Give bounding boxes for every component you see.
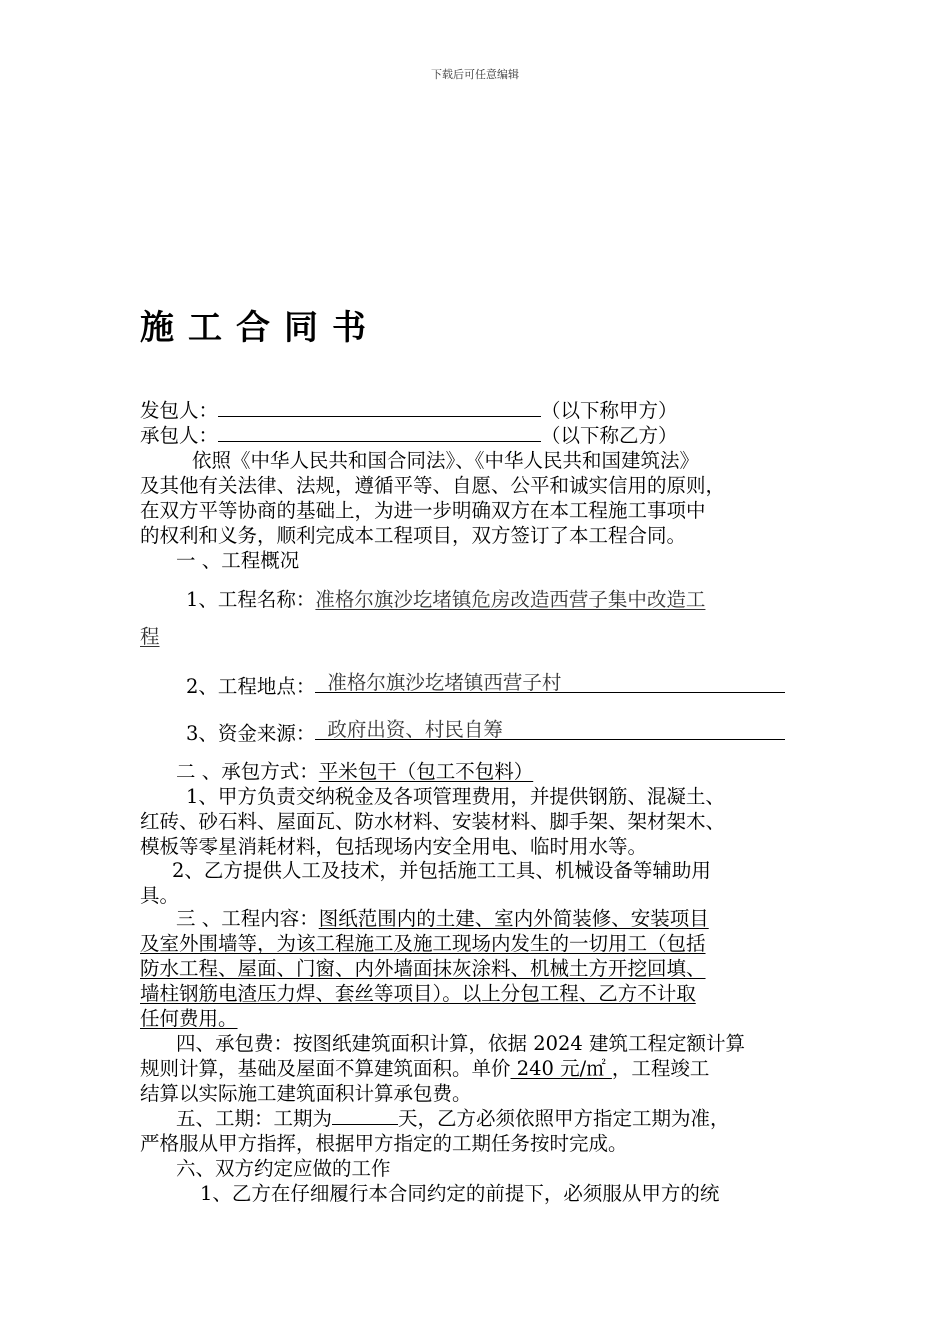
employer-suffix: （以下称甲方） xyxy=(541,399,678,422)
project-name-value: 准格尔旗沙圪堵镇危房改造西营子集中改造工 xyxy=(315,588,706,611)
funding-value: 政府出资、村民自筹 xyxy=(327,718,503,741)
section2-line-1: 1、甲方负责交纳税金及各项管理费用，并提供钢筋、混凝土、 xyxy=(186,785,725,808)
project-location-line xyxy=(186,671,785,699)
section2-line-5: 具。 xyxy=(140,884,180,907)
section2-heading: 二 、承包方式： xyxy=(176,760,319,783)
project-name-label: 1、工程名称： xyxy=(186,588,316,611)
funding-line xyxy=(186,718,785,746)
section6-heading: 六、双方约定应做的工作 xyxy=(176,1157,391,1180)
section5-line-2: 严格服从甲方指挥，根据甲方指定的工期任务按时完成。 xyxy=(140,1132,628,1155)
contractor-blank[interactable] xyxy=(218,423,541,442)
intro-line-3: 在双方平等协商的基础上，为进一步明确双方在本工程施工事项中 xyxy=(140,499,706,522)
project-location-field xyxy=(315,671,785,694)
section2-line-3: 模板等零星消耗材料，包括现场内安全用电、临时用水等。 xyxy=(140,835,648,858)
duration-days-blank[interactable] xyxy=(332,1106,398,1125)
section2-heading-line xyxy=(176,759,533,784)
section1-heading: 一 、工程概况 xyxy=(176,549,300,572)
contractor-label: 承包人： xyxy=(140,424,219,447)
section2-line-4: 2、乙方提供人工及技术，并包括施工工具、机械设备等辅助用 xyxy=(172,859,711,882)
project-location-label: 2、工程地点： xyxy=(186,675,316,698)
contractor-line xyxy=(140,423,678,448)
unit-price: 240 元/㎡ xyxy=(510,1057,612,1080)
project-name-cont: 程 xyxy=(140,625,160,648)
section3-line-3: 防水工程、屋面、门窗、内外墙面抹灰涂料、机械土方开挖回填、 xyxy=(140,957,706,980)
section3-heading: 三 、工程内容： xyxy=(176,907,319,930)
section3-line-1 xyxy=(176,906,709,931)
section3-text-1: 图纸范围内的土建、室内外简装修、安装项目 xyxy=(318,907,709,930)
project-name-line xyxy=(186,587,705,612)
employer-blank[interactable] xyxy=(218,398,541,417)
intro-line-1: 依照《中华人民共和国合同法》、《中华人民共和国建筑法》 xyxy=(192,449,700,472)
section5-line-1: 五、工期：工期为 天，乙方必须依照甲方指定工期为准， xyxy=(176,1107,730,1130)
funding-label: 3、资金来源： xyxy=(186,722,316,745)
intro-line-2: 及其他有关法律、法规，遵循平等、自愿、公平和诚实信用的原则， xyxy=(140,474,726,497)
section4-line-1: 四、承包费：按图纸建筑面积计算，依据 2024 建筑工程定额计算 xyxy=(176,1032,746,1055)
intro-line-4: 的权利和义务，顺利完成本工程项目，双方签订了本工程合同。 xyxy=(140,524,687,547)
funding-field xyxy=(315,718,785,741)
section3-line-5: 任何费用。 xyxy=(140,1007,238,1030)
project-location-value: 准格尔旗沙圪堵镇西营子村 xyxy=(327,671,562,694)
section4-line-2: 规则计算，基础及屋面不算建筑面积。单价 240 元/㎡ ，工程竣工 xyxy=(140,1057,710,1080)
page-header-note: 下载后可任意编辑 xyxy=(431,68,519,81)
section3-line-4: 墙柱钢筋电渣压力焊、套丝等项目）。以上分包工程、乙方不计取 xyxy=(140,982,696,1005)
document-title: 施工合同书 xyxy=(140,308,380,348)
section6-line-1: 1、乙方在仔细履行本合同约定的前提下，必须服从甲方的统 xyxy=(200,1182,720,1205)
section2-line-2: 红砖、砂石料、屋面瓦、防水材料、安装材料、脚手架、架材架木、 xyxy=(140,810,726,833)
section4-line-3: 结算以实际施工建筑面积计算承包费。 xyxy=(140,1082,472,1105)
contract-mode-value: 平米包干（包工不包料） xyxy=(318,760,534,783)
section3-line-2: 及室外围墙等，为该工程施工及施工现场内发生的一切用工（包括 xyxy=(140,932,706,955)
employer-line xyxy=(140,398,678,423)
employer-label: 发包人： xyxy=(140,399,219,422)
contractor-suffix: （以下称乙方） xyxy=(541,424,678,447)
